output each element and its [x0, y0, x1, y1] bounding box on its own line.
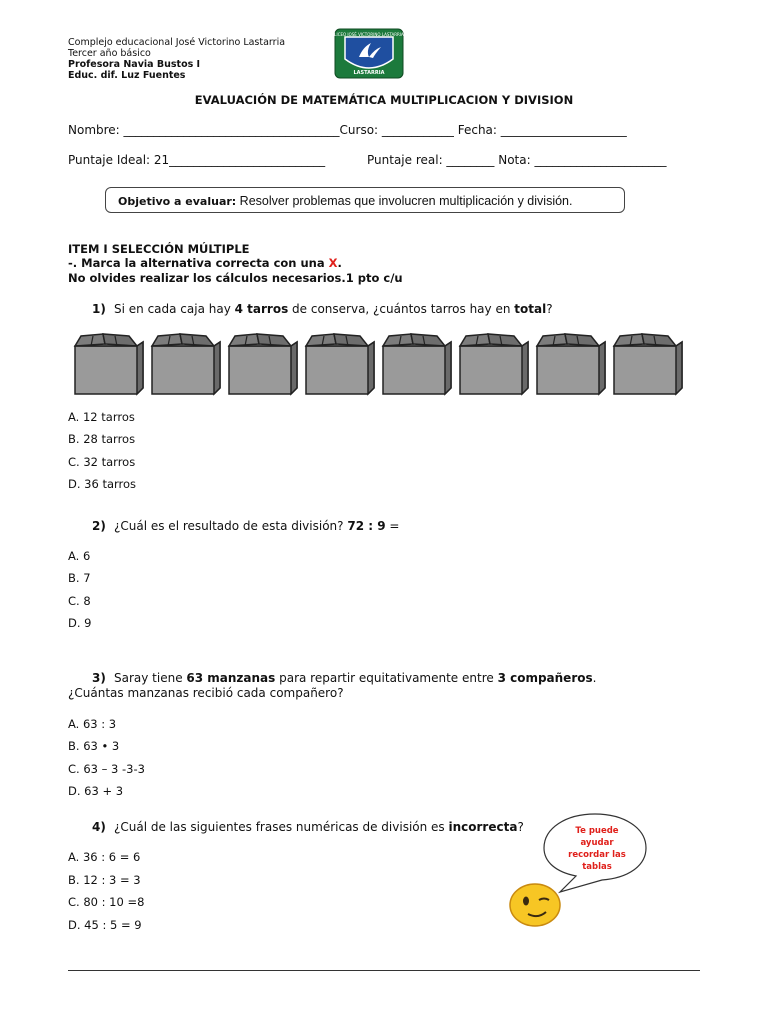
box-7	[537, 334, 605, 394]
q2-option-d[interactable]: D. 9	[68, 616, 92, 630]
logo-text-bottom: LASTARRIA	[353, 70, 385, 76]
q1-option-c[interactable]: C. 32 tarros	[68, 455, 136, 469]
wink-emoji-icon	[508, 882, 562, 928]
box-2	[152, 334, 220, 394]
logo-text-top: LICEO JOSÉ VICTORINO LASTARRIA	[334, 32, 404, 37]
q2-option-b[interactable]: B. 7	[68, 571, 91, 585]
bubble-line-2: ayudar	[580, 838, 614, 848]
question-number: 4)	[92, 820, 106, 834]
q4-option-c[interactable]: C. 80 : 10 =8	[68, 895, 145, 909]
question-number: 1)	[92, 302, 106, 316]
q3-option-c[interactable]: C. 63 – 3 -3-3	[68, 762, 145, 776]
question-4: 4) ¿Cuál de las siguientes frases numéricas de división es incorrecta?	[92, 820, 524, 834]
objective-label: Objetivo a evaluar:	[118, 195, 237, 208]
school-logo	[333, 27, 405, 80]
question-3-line-2: ¿Cuántas manzanas recibió cada compañero?	[68, 686, 344, 700]
section-instruction: -. Marca la alternativa correcta con una X.	[68, 256, 342, 270]
q4-option-d[interactable]: D. 45 : 5 = 9	[68, 918, 142, 932]
teacher-name: Profesora Navia Bustos I	[68, 59, 201, 70]
objective-text: Resolver problemas que involucren multiplicación y división.	[236, 194, 573, 208]
q1-option-d[interactable]: D. 36 tarros	[68, 477, 137, 491]
section-title: ITEM I SELECCIÓN MÚLTIPLE	[68, 242, 250, 256]
footer-divider	[68, 970, 700, 971]
school-name: Complejo educacional José Victorino Lastarria	[68, 37, 286, 48]
x-mark: X	[328, 256, 338, 270]
question-2: 2) ¿Cuál es el resultado de esta división? 72 : 9 =	[92, 519, 400, 533]
q3-option-b[interactable]: B. 63 • 3	[68, 739, 120, 753]
real-score-grade-field[interactable]: Puntaje real: ________ Nota: ______________________	[367, 153, 667, 167]
question-number: 3)	[92, 671, 106, 685]
section-note: No olvides realizar los cálculos necesarios.1 pto c/u	[68, 271, 403, 285]
ideal-score-field[interactable]: Puntaje Ideal: 21__________________________	[68, 153, 326, 167]
bubble-line-3: recordar las	[568, 850, 626, 860]
box-3	[229, 334, 297, 394]
box-1	[75, 334, 143, 394]
q1-option-a[interactable]: A. 12 tarros	[68, 410, 135, 424]
q3-option-d[interactable]: D. 63 + 3	[68, 784, 124, 798]
box-8	[614, 334, 682, 394]
q3-option-a[interactable]: A. 63 : 3	[68, 717, 117, 731]
bubble-line-1: Te puede	[575, 826, 619, 836]
grade-level: Tercer año básico	[68, 48, 151, 59]
q4-option-a[interactable]: A. 36 : 6 = 6	[68, 850, 141, 864]
question-3: 3) Saray tiene 63 manzanas para repartir equitativamente entre 3 compañeros.	[92, 671, 597, 685]
q4-option-b[interactable]: B. 12 : 3 = 3	[68, 873, 141, 887]
boxes-illustration	[73, 330, 688, 398]
educator-name: Educ. dif. Luz Fuentes	[68, 70, 186, 81]
q2-option-c[interactable]: C. 8	[68, 594, 91, 608]
question-number: 2)	[92, 519, 106, 533]
q2-option-a[interactable]: A. 6	[68, 549, 91, 563]
box-6	[460, 334, 528, 394]
question-1: 1) Si en cada caja hay 4 tarros de conserva, ¿cuántos tarros hay en total?	[92, 302, 553, 316]
bubble-line-4: tablas	[582, 862, 612, 872]
name-course-date-fields[interactable]: Nombre: ____________________________________Curso: ____________ Fecha: _____________________	[68, 123, 627, 137]
q1-option-b[interactable]: B. 28 tarros	[68, 432, 136, 446]
exam-title: EVALUACIÓN DE MATEMÁTICA MULTIPLICACION Y DIVISION	[194, 93, 574, 107]
box-4	[306, 334, 374, 394]
box-5	[383, 334, 451, 394]
objective-box	[105, 187, 625, 213]
